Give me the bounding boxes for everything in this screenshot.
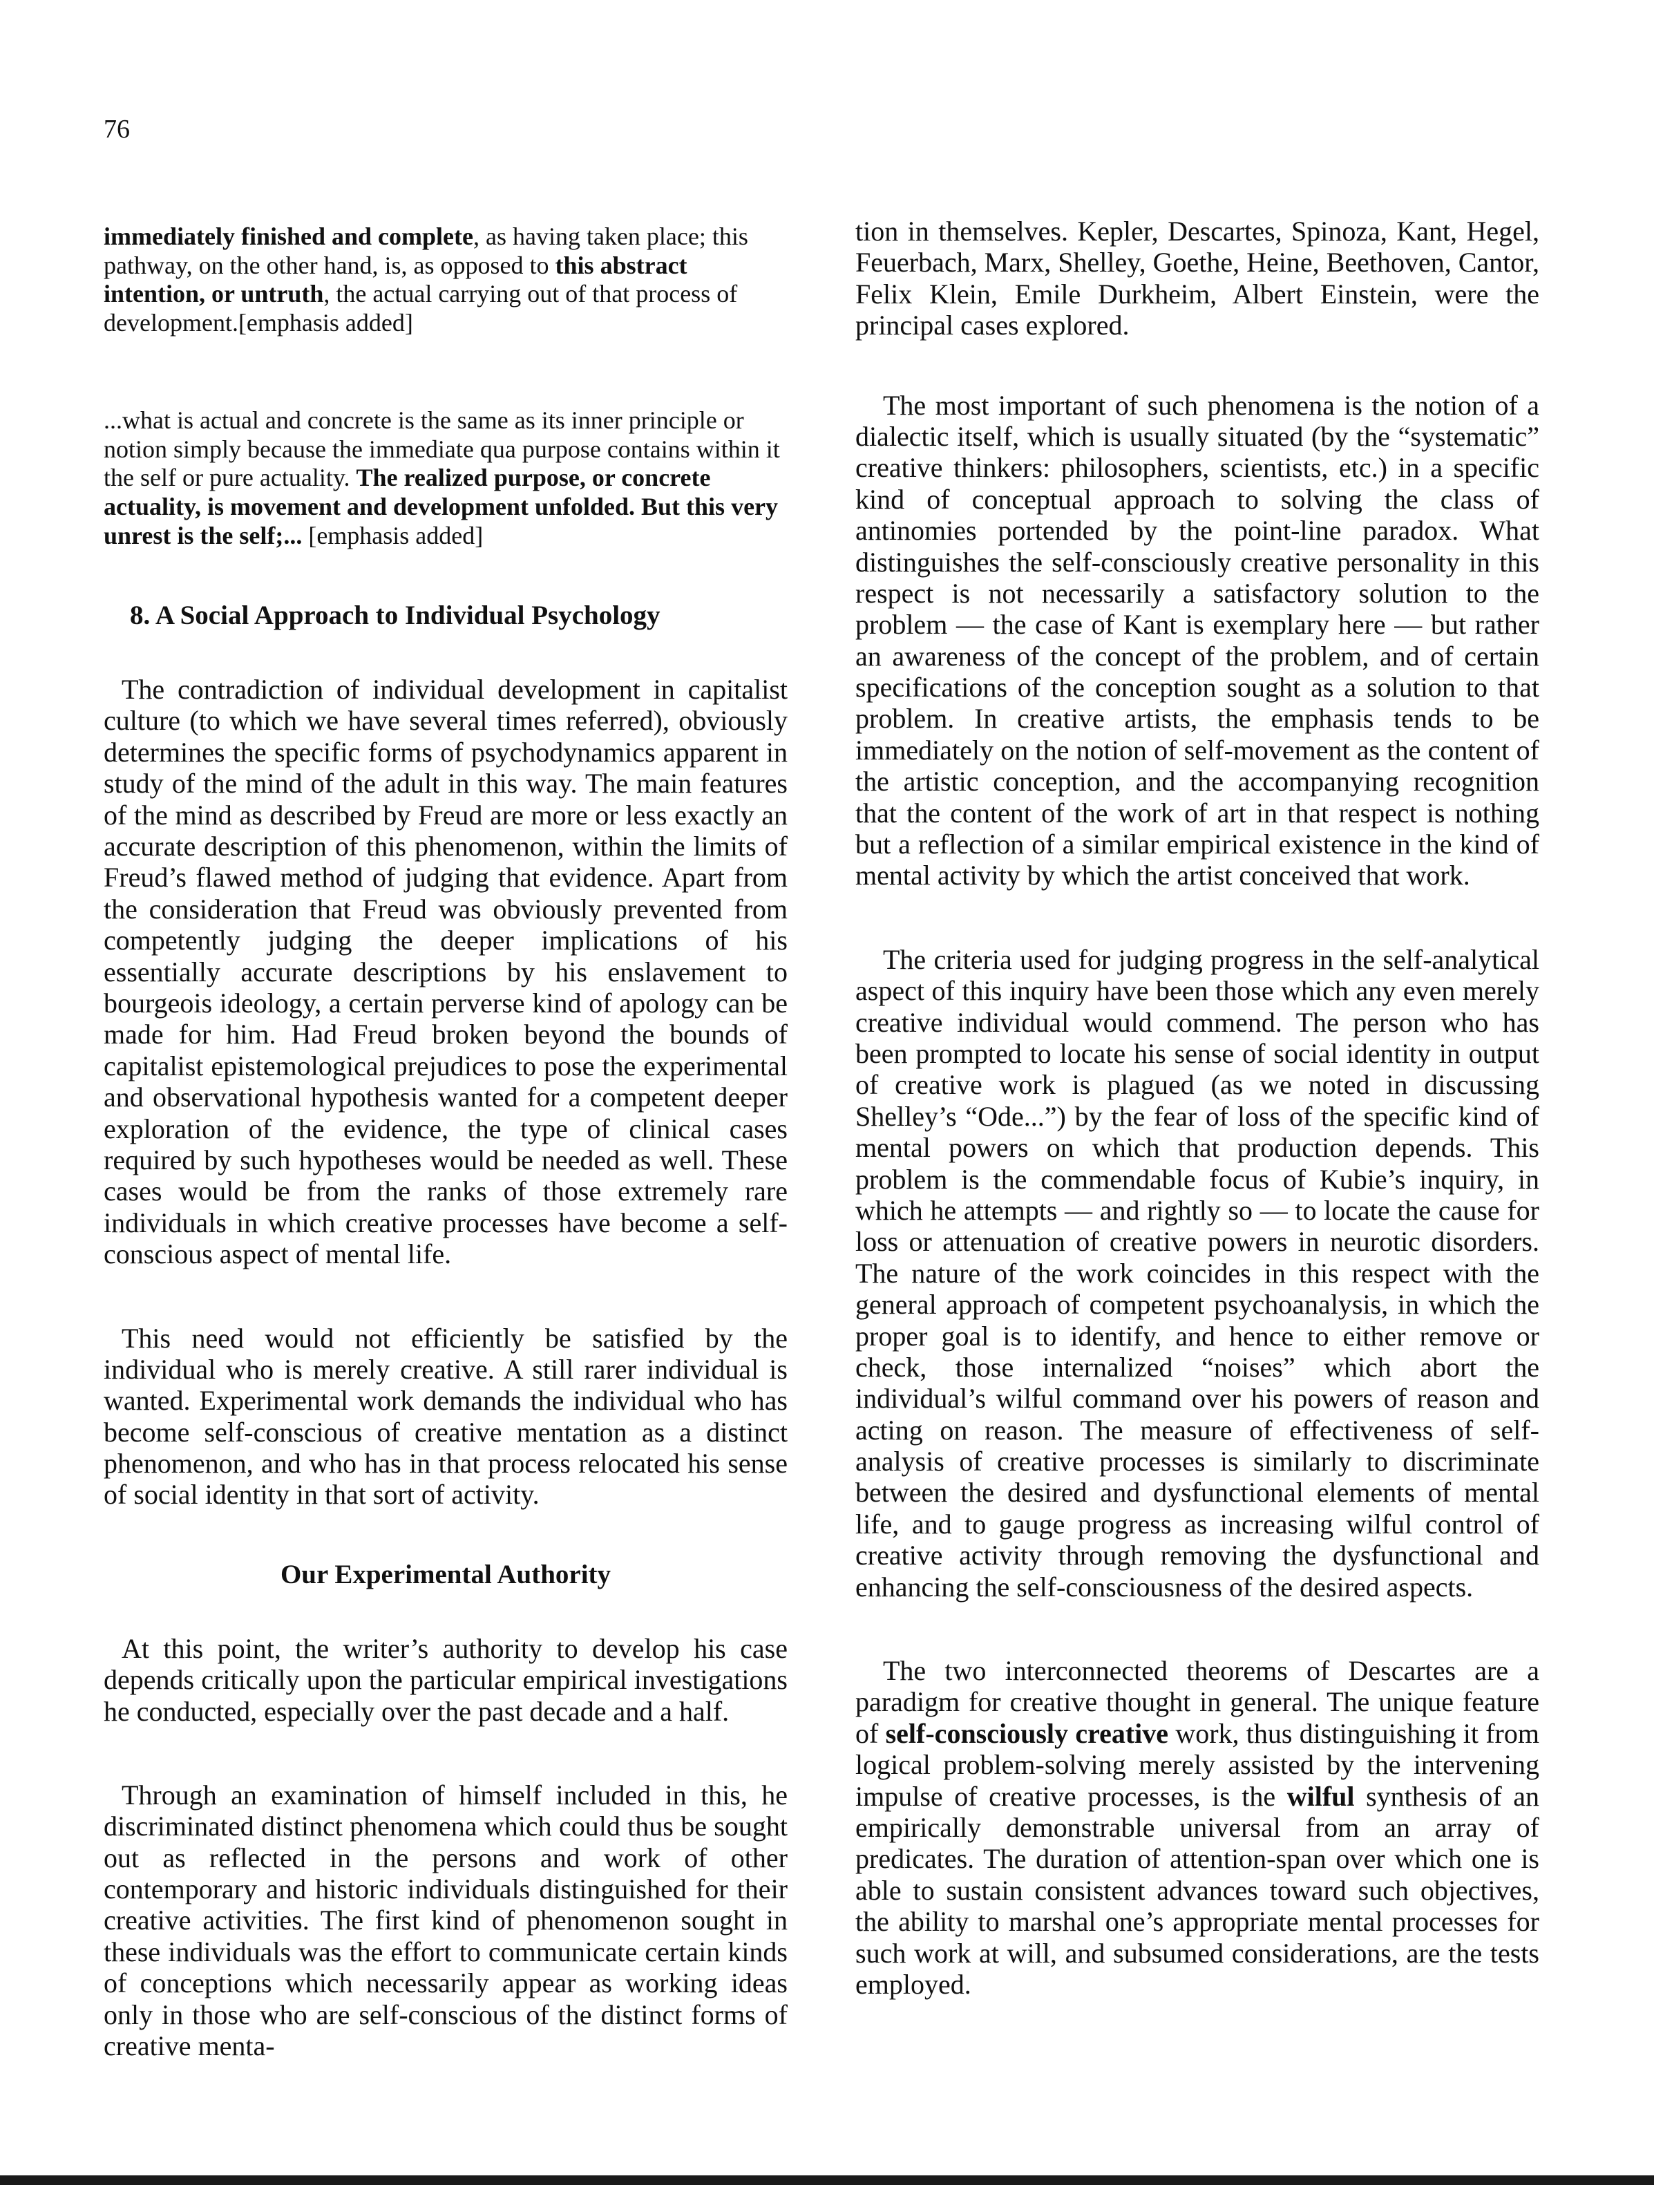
body-paragraph: The criteria used for judging progress in the self-analytical aspect of this inquiry have been those which any even merely creative individual would commend. The person who has been prompted to locate his sense of social identity in output of creative work is plagued (as we noted in discussing Shelley’s “Ode...”) by the fear of loss of the specific kind of mental powers on which that production depends. This problem is the commendable focus of Kubie’s inquiry, in which he attempts — and rightly so — to locate the cause for loss or attenuation of creative powers in neurotic disorders. The nature of the work coincides in this respect with the general approach of competent psychoanalysis, in which the proper goal is to identify, and hence to either remove or check, those internalized “noises” which abort the individual’s wilful command over his powers of reason and acting on reason. The measure of effectiveness of self-analysis of creative processes is similarly to discriminate between the desired and dysfunctional elements of mental life, and to gauge progress as increasing wilful control of creative activity through removing the dysfunctional and enhancing the self-consciousness of the desired aspects. bbox=[855, 943, 1539, 1603]
paragraph-text: work, thus distinguishing it from logical problem-solving merely assisted by the intervening impulse of creative processes, is the bbox=[855, 1717, 1539, 1812]
quote-text: , the actual carrying out of that process of development.[emphasis added] bbox=[104, 280, 738, 337]
bottom-rule bbox=[0, 2175, 1654, 2185]
text-emphasis: self-consciously creative bbox=[885, 1717, 1169, 1749]
quote-text: ...what is actual and concrete is the same as its inner principle or notion simply because the immediate qua purpose contains within it the self or pure actuality. bbox=[104, 406, 780, 492]
subsection-heading: Our Experimental Authority bbox=[280, 1559, 611, 1589]
body-paragraph bbox=[855, 1655, 1539, 2000]
body-paragraph: The most important of such phenomena is the notion of a dialectic itself, which is usually situated (by the “systematic” creative thinkers: philosophers, scientists, etc.) in a specific kind of conceptual approach to solving the class of antinomies portended by the point-line paradox. What distinguishes the self-consciously creative personality in this respect is not necessarily a satisfactory solution to the problem — the case of Kant is exemplary here — but rather an awareness of the concept of the problem, and of certain specifications of the conception sought as a solution to that problem. In creative artists, the emphasis tends to be immediately on the notion of self-movement as the content of the artistic conception, and the accompanying recognition that the content of the work of art in that respect is nothing but a reflection of a similar empirical existence in the kind of mental activity by which the artist conceived that work. bbox=[855, 389, 1539, 891]
quote-emphasis: immediately finished and complete bbox=[104, 223, 473, 250]
paragraph-text: synthesis of an empirically demonstrable universal from an array of predicates. The duration of attention-span over which one is able to sustain consistent advances toward such objectives, the ability to marshal one’s appropriate mental processes for such work at will, and subsumed considerations, are the tests employed. bbox=[855, 1780, 1539, 2000]
text-emphasis: wilful bbox=[1286, 1780, 1355, 1812]
right-column bbox=[855, 216, 1539, 2052]
paragraph-text: The two interconnected theorems of Descartes are a paradigm for creative thought in general. The unique feature of bbox=[855, 1655, 1539, 1749]
quote-text: , as having taken place; this pathway, on the other hand, is, as opposed to bbox=[104, 223, 748, 279]
body-paragraph: This need would not efficiently be satisfied by the individual who is merely creative. A still rarer individual is wanted. Experimental work demands the individual who has become self-conscious of creative mentation as a distinct phenomenon, and who has in that process relocated his sense of social identity in that sort of activity. bbox=[104, 1322, 788, 1511]
block-quote-hegel-2 bbox=[104, 406, 788, 550]
block-quote-hegel-1 bbox=[104, 223, 788, 337]
quote-text: [emphasis added] bbox=[302, 521, 484, 549]
left-column bbox=[104, 223, 788, 2114]
quote-emphasis: this abstract intention, or untruth bbox=[104, 251, 687, 308]
body-paragraph-continued: tion in themselves. Kepler, Descartes, Spinoza, Kant, Hegel, Feuerbach, Marx, Shelley, Goethe, Heine, Beethoven, Cantor, Felix Klein, Emile Durkheim, Albert Einstein, were the principal cases explored. bbox=[855, 216, 1539, 341]
body-paragraph: At this point, the writer’s authority to develop his case depends critically upon the particular empirical investigations he conducted, especially over the past decade and a half. bbox=[104, 1632, 788, 1727]
body-paragraph: Through an examination of himself included in this, he discriminated distinct phenomena which could thus be sought out as reflected in the persons and work of other contemporary and historic individuals distinguished for their creative activities. The first kind of phenomenon sought in these individuals was the effort to communicate certain kinds of conceptions which necessarily appear as working ideas only in those who are self-conscious of the distinct forms of creative menta- bbox=[104, 1779, 788, 2062]
section-heading: 8. A Social Approach to Individual Psychology bbox=[130, 601, 660, 631]
page-number: 76 bbox=[104, 115, 130, 144]
quote-emphasis: The realized purpose, or concrete actuality, is movement and development unfolded. But this very unrest is the self;... bbox=[104, 464, 779, 549]
body-paragraph: The contradiction of individual development in capitalist culture (to which we have several times referred), obviously determines the specific forms of psychodynamics apparent in study of the mind of the adult in this way. The main features of the mind as described by Freud are more or less exactly an accurate description of this phenomenon, within the limits of Freud’s flawed method of judging that evidence. Apart from the consideration that Freud was obviously prevented from competently judging the deeper implications of his essentially accurate descriptions by his enslavement to bourgeois ideology, a certain perverse kind of apology can be made for him. Had Freud broken beyond the bounds of capitalist epistemological prejudices to pose the experimental and observational hypothesis wanted for a competent deeper exploration of the evidence, the type of clinical cases required by such hypotheses would be needed as well. These cases would be from the ranks of those extremely rare individuals in which creative processes have become a self-conscious aspect of mental life. bbox=[104, 674, 788, 1270]
